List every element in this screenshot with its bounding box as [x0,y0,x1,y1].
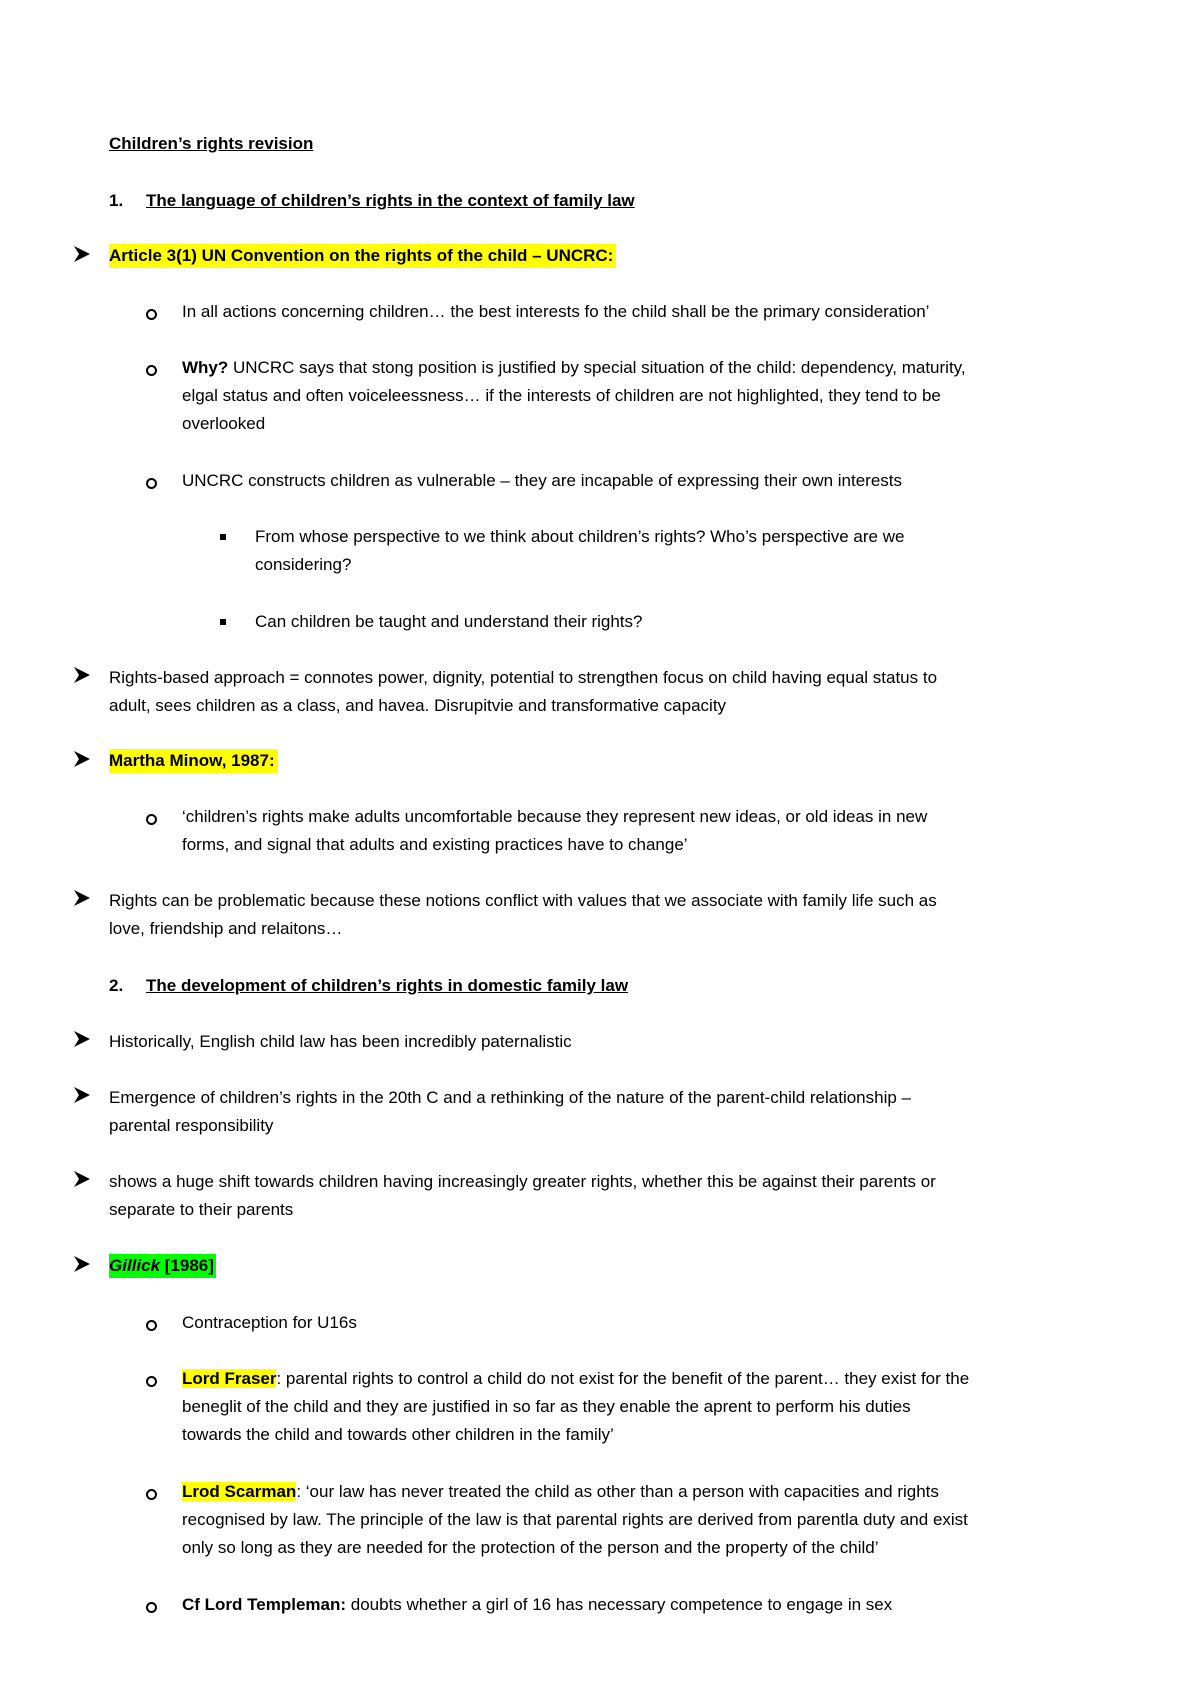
arrow-bullet-icon [73,750,91,768]
gillick-case-name: Gillick [109,1256,161,1275]
emergence-line-2: parental responsibility [109,1116,274,1135]
perspective-question-line-1: From whose perspective to we think about children’s rights? Who’s perspective are we [255,527,905,546]
lord-templeman-line [182,1593,892,1617]
lord-fraser-line-2: beneglit of the child and they are justified in so far as they enable the aprent to perform his duties [182,1397,911,1416]
arrow-bullet-icon [73,889,91,907]
why-paragraph-line-1 [182,356,966,380]
lord-templeman-label: Cf Lord Templeman: [182,1595,347,1614]
gillick-heading [109,1254,216,1278]
lord-scarman-line-2: recognised by law. The principle of the law is that parental rights are derived from parentla duty and exist [182,1510,968,1529]
rights-problematic-line-2: love, friendship and relaitons… [109,919,343,938]
martha-minow-heading: Martha Minow, 1987: [109,749,278,773]
section-2-title: The development of children’s rights in domestic family law [146,976,629,995]
section-1-number: 1. [109,191,124,210]
arrow-bullet-icon [73,1255,91,1273]
circle-bullet-icon [146,1602,157,1613]
rights-based-approach-line-2: adult, sees children as a class, and havea. Disrupitvie and transformative capacity [109,696,727,715]
why-paragraph-line-3: overlooked [182,414,266,433]
arrow-bullet-icon [73,666,91,684]
rights-problematic-line-1: Rights can be problematic because these notions conflict with values that we associate with family life such as [109,891,937,910]
circle-bullet-icon [146,1376,157,1387]
lord-fraser-text: : parental rights to control a child do not exist for the benefit of the parent… they exist for the [276,1369,970,1388]
huge-shift-line-2: separate to their parents [109,1200,294,1219]
lord-scarman-text: : ‘our law has never treated the child as other than a person with capacities and rights [296,1482,939,1501]
circle-bullet-icon [146,365,157,376]
article-3-heading: Article 3(1) UN Convention on the rights of the child – UNCRC: [109,244,616,268]
circle-bullet-icon [146,309,157,320]
minow-quote-line-2: forms, and signal that adults and existing practices have to change’ [182,835,688,854]
lord-scarman-label: Lrod Scarman [182,1482,297,1501]
lord-scarman-line-3: only so long as they are needed for the protection of the person and the property of the child’ [182,1538,879,1557]
why-label: Why? [182,358,229,377]
circle-bullet-icon [146,1489,157,1500]
circle-bullet-icon [146,814,157,825]
square-bullet-icon [220,534,226,540]
square-bullet-icon [220,619,226,625]
why-paragraph-line-2: elgal status and often voiceleessness… if the interests of children are not highlighted, they tend to be [182,386,941,405]
arrow-bullet-icon [73,245,91,263]
why-text: UNCRC says that stong position is justified by special situation of the child: dependency, maturity, [228,358,966,377]
lord-fraser-line-1 [182,1367,969,1391]
arrow-bullet-icon [73,1086,91,1104]
rights-based-approach-line-1: Rights-based approach = connotes power, dignity, potential to strengthen focus on child having equal status to [109,668,938,687]
page-title: Children’s rights revision [109,134,314,153]
uncrc-vulnerable: UNCRC constructs children as vulnerable – they are incapable of expressing their own interests [182,471,903,490]
contraception-text: Contraception for U16s [182,1313,357,1332]
section-1-title: The language of children’s rights in the context of family law [146,191,635,210]
perspective-question-line-2: considering? [255,555,352,574]
huge-shift-line-1: shows a huge shift towards children having increasingly greater rights, whether this be against their parents or [109,1172,936,1191]
taught-rights-question: Can children be taught and understand their rights? [255,612,643,631]
gillick-year: [1986] [160,1256,214,1275]
lord-fraser-line-3: towards the child and towards other children in the family’ [182,1425,614,1444]
lord-scarman-line-1 [182,1480,939,1504]
arrow-bullet-icon [73,1030,91,1048]
paternalistic-text: Historically, English child law has been incredibly paternalistic [109,1032,572,1051]
best-interests-quote: In all actions concerning children… the best interests fo the child shall be the primary consideration’ [182,302,930,321]
lord-fraser-label: Lord Fraser [182,1369,277,1388]
arrow-bullet-icon [73,1170,91,1188]
minow-quote-line-1: ‘children’s rights make adults uncomfortable because they represent new ideas, or old ideas in new [182,807,928,826]
section-2-number: 2. [109,976,124,995]
circle-bullet-icon [146,1320,157,1331]
lord-templeman-text: doubts whether a girl of 16 has necessary competence to engage in sex [346,1595,893,1614]
emergence-line-1: Emergence of children’s rights in the 20th C and a rethinking of the nature of the parent-child relationship – [109,1088,912,1107]
circle-bullet-icon [146,478,157,489]
